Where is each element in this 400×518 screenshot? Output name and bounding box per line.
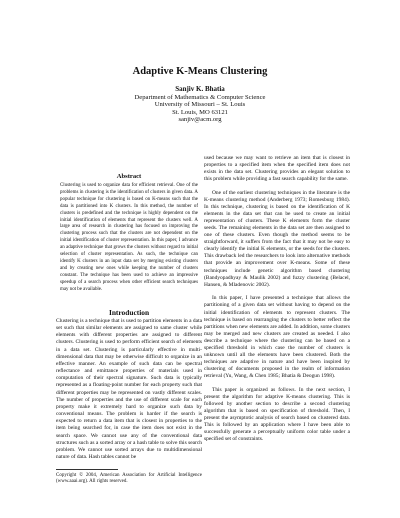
copyright-notice: Copyright © 2004, American Association for Artificial Intelligence (www.aaai.org). All rights reserved.: [56, 473, 202, 485]
author-block: [0, 86, 400, 124]
right-column: [204, 155, 350, 443]
author-name: Sanjiv K. Bhatia: [175, 85, 225, 93]
footnote-rule: [56, 469, 118, 470]
affiliation-line: Department of Mathematics & Computer Science: [134, 93, 266, 101]
paragraph: used because we may want to retrieve an item that is closest in properties to a specified item when the specified item does not exists in the data set. Clustering provides an elegant solution to this problem while providing a fast search capability for the same.: [204, 155, 350, 183]
paragraph: One of the earliest clustering techniques in the literature is the K-means clustering method (Anderberg 1973; Romesburg 1984). In this technique, clustering is based on the identification of K elements in the data set that can be used to create an initial representation of clusters. These K elements form the cluster seeds. The remaining elements in the data set are then assigned to one of these clusters. Even though the method seems to be straightforward, it suffers from the fact that it may not be easy to clearly identify the initial K elements, or the seeds for the clusters. This drawback led the researchers to look into alternative methods that provide an improvement over K-means. Some of these techniques include genetic algorithm based clustering (Bandyopadhyay & Maulik 2002) and fuzzy clustering (Belacel, Hansen, & Mladenovic 2002).: [204, 189, 350, 288]
abstract-text: Clustering is used to organize data for efficient retrieval. One of the problems in clustering is the identification of clusters in given data. A popular technique for clustering is based on K-means such that the data is partitioned into K clusters. In this method, the number of clusters is predefined and the technique is highly dependent on the initial identification of elements that represent the clusters well. A large area of research in clustering has focused on improving the clustering process such that the clusters are not dependent on the initial identification of cluster representation. In this paper, I advance an adaptive technique that grows the clusters without regard to initial selection of cluster representation. As such, the technique can identify K clusters in an input data set by merging existing clusters and by creating new ones while keeping the number of clusters constant. The technique has been used to achieve an impressive speedup of a search process when other efficient search techniques may not be available.: [60, 183, 198, 292]
affiliation-line: St. Louis, MO 63121: [172, 108, 228, 116]
paragraph: This paper is organized as follows. In the next section, I present the algorithm for adaptive K-means clustering. This is followed by another section to describe a second clustering algorithm that is based on specification of threshold. Then, I present the asymptotic analysis of search based on clustered data. This is followed by an application where I have been able to successfully generate a perceptually uniform color table under a specified set of constraints.: [204, 386, 350, 443]
author-email: sanjiv@acm.org: [178, 116, 222, 124]
introduction-heading: Introduction: [108, 308, 150, 317]
paper-title: Adaptive K-Means Clustering: [132, 66, 268, 77]
paragraph: In this paper, I have presented a technique that allows the partitioning of a given data set without having to depend on the initial identification of elements to represent clusters. The technique is based on rearranging the clusters to better reflect the partitions when new elements are added. In addition, some clusters may be merged and new clusters are created as needed. I also describe a technique where the clustering can be based on a specified threshold in which case the number of clusters is unknown until all the elements have been clustered. Both the techniques are adaptive in nature and have been inspired by clustering of documents proposed in the realm of information retrieval (Yu, Wang, & Chen 1985; Bhatia & Deogun 1998).: [204, 295, 350, 379]
abstract-heading: Abstract: [116, 173, 142, 180]
introduction-text: Clustering is a technique that is used to partition elements in a data set such that similar elements are assigned to same cluster while elements with different properties are assigned to different clusters. Clustering is used to perform efficient search of elements in a data set. Clustering is particularly effective in multi-dimensional data that may be otherwise difficult to organize in an effective manner. An example of such data can be spectral reflectance and emittance properties of materials used in computation of their spectral signature. Such data is typically represented as a floating-point number for each property such that different properties may be represented on vastly different scales. The number of properties and the use of different scale for each property make it extremely hard to organize such data by conventional means. The problem is harder if the search is expected to return a data item that is closest in properties to the item being searched for, in case the item does not exist in the search space. We cannot use any of the conventional data structures such as a sorted array or a hash table to solve this search problem. We cannot use sorted arrays due to multidimensional nature of data. Hash tables cannot be: [56, 318, 202, 460]
affiliation-line: University of Missouri – St. Louis: [154, 101, 246, 109]
